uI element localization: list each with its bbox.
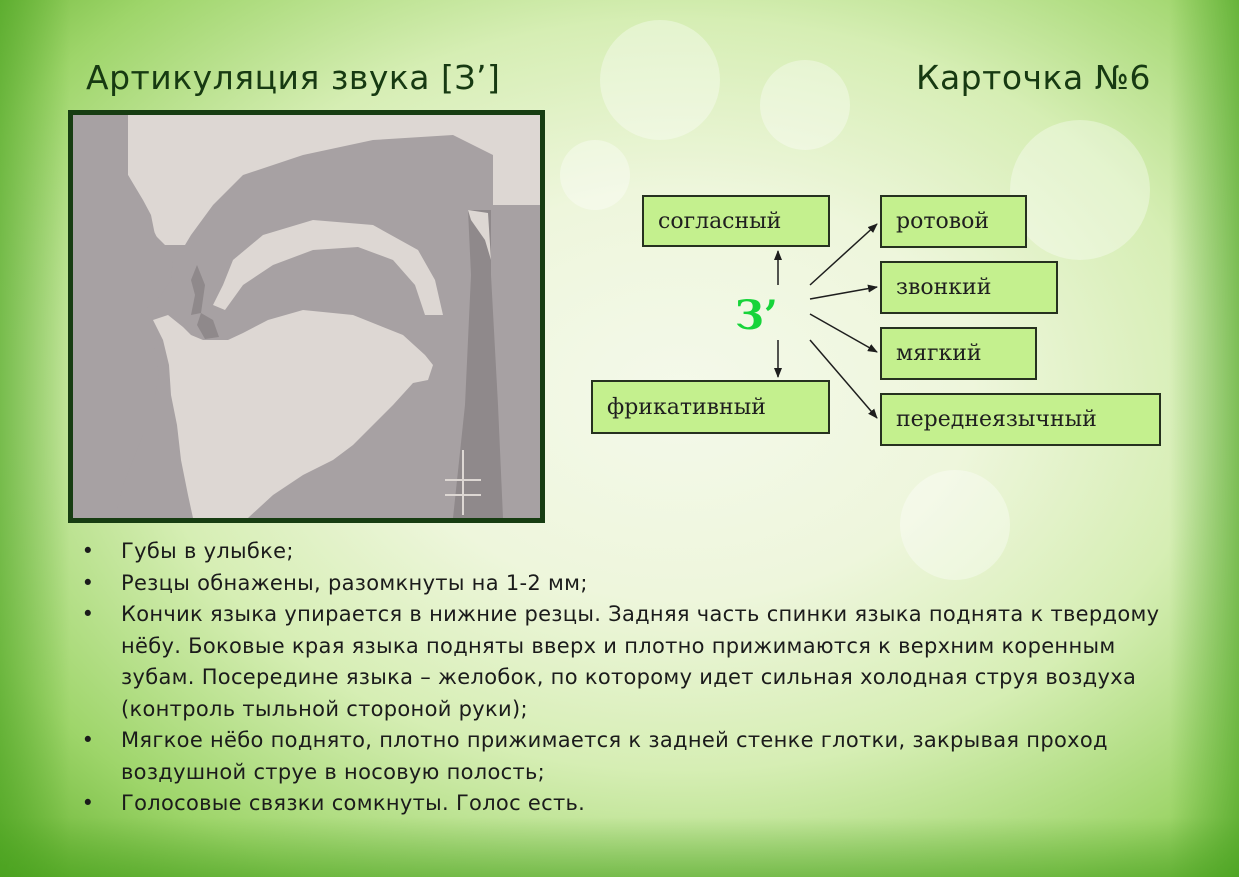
list-item	[78, 788, 1188, 820]
feature-box-peredne	[880, 393, 1161, 446]
list-item-text: Голосовые связки сомкнуты. Голос есть.	[121, 791, 586, 815]
bullet-icon: •	[81, 602, 95, 626]
feature-label: фрикативный	[607, 394, 766, 420]
feature-box-myagky	[880, 327, 1037, 380]
feature-box-frikativny	[591, 380, 830, 434]
list-item-text: Губы в улыбке;	[121, 539, 294, 563]
bullet-icon: •	[81, 728, 95, 752]
feature-label: согласный	[658, 208, 782, 234]
bokeh-light	[1010, 120, 1150, 260]
page-title: Артикуляция звука [З’]	[86, 58, 501, 97]
background-edge-bottom	[0, 817, 1239, 877]
bokeh-light	[760, 60, 850, 150]
sound-label: З’	[735, 292, 778, 339]
feature-label: ротовой	[896, 209, 990, 234]
feature-box-zvonky	[880, 261, 1058, 314]
bullet-icon: •	[81, 791, 95, 815]
list-item-text: Мягкое нёбо поднято, плотно прижимается к задней стенке глотки, закрывая проход воздушной струе в носовую полость;	[121, 728, 1108, 784]
feature-label: звонкий	[896, 275, 992, 300]
feature-label: мягкий	[896, 341, 982, 366]
list-item	[78, 599, 1188, 725]
arrow-to-myagky	[810, 314, 877, 352]
card-number: Карточка №6	[916, 58, 1151, 97]
list-item-text: Резцы обнажены, разомкнуты на 1-2 мм;	[121, 570, 588, 595]
feature-box-soglasny	[642, 195, 830, 247]
feature-box-rotovoy	[880, 195, 1027, 248]
bokeh-light	[560, 140, 630, 210]
list-item-text: Кончик языка упирается в нижние резцы. Задняя часть спинки языка поднята к твердому нёбу. Боковые края языка подняты вверх и плотно прижимаются к верхним коренным зубам. Посередине языка – желобок, по которому идет сильная холодная струя воздуха (контроль тыльной стороной руки);	[121, 602, 1160, 721]
list-item	[78, 536, 1188, 568]
head-profile-drawing	[73, 115, 540, 518]
bokeh-light	[600, 20, 720, 140]
articulation-profile-image	[68, 110, 545, 523]
list-item	[78, 568, 1188, 600]
arrow-to-zvonky	[810, 287, 877, 299]
bullet-icon: •	[81, 570, 95, 595]
articulation-description-list	[78, 536, 1188, 820]
feature-label: переднеязычный	[896, 407, 1097, 432]
list-item	[78, 725, 1188, 788]
bullet-icon: •	[81, 539, 95, 563]
background-edge-left	[0, 0, 70, 877]
